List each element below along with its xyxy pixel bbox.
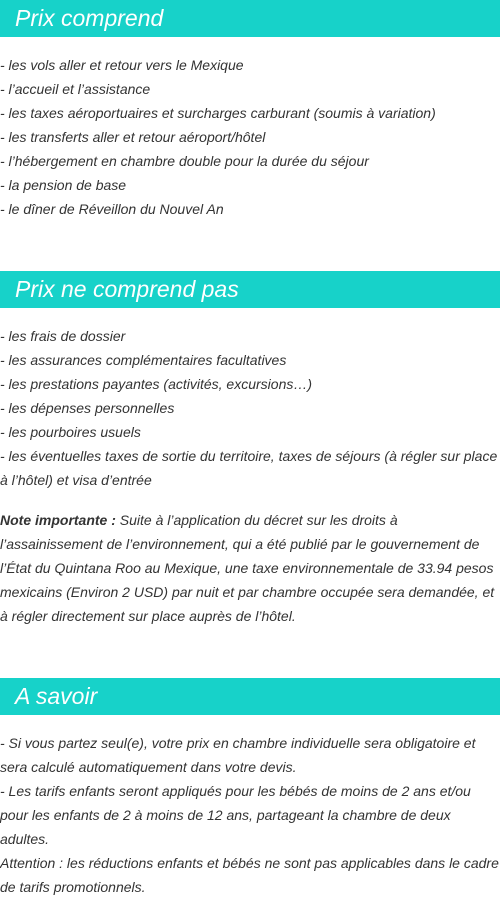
- list-item: - les pourboires usuels: [0, 424, 141, 440]
- list-item: - la pension de base: [0, 177, 127, 193]
- info-block: [0, 731, 500, 899]
- included-list: [0, 53, 500, 221]
- important-note-label: Note importante :: [0, 512, 116, 528]
- section-header-prix-ne-comprend-pas: Prix ne comprend pas: [0, 271, 500, 308]
- important-note-text: Suite à l’application du décret sur les droits à l’assainissement de l’environnement, qui a été publié par le gouvernement de l’État du Quintana Roo au Mexique, une taxe environnementale de 33.94 pesos mexicains (Environ 2 USD) par nuit et par chambre occupée sera demandée, et à régler directement sur place auprès de l’hôtel.: [0, 512, 495, 624]
- list-item: - les éventuelles taxes de sortie du territoire, taxes de séjours (à régler sur place à l’hôtel) et visa d’entrée: [0, 448, 498, 488]
- list-item: - le dîner de Réveillon du Nouvel An: [0, 201, 224, 217]
- list-item: - les dépenses personnelles: [0, 400, 175, 416]
- important-note: [0, 508, 500, 628]
- info-line: Attention : les réductions enfants et bébés ne sont pas applicables dans le cadre de tarifs promotionnels.: [0, 855, 499, 895]
- not-included-list: [0, 324, 500, 492]
- list-item: - les assurances complémentaires facultatives: [0, 352, 287, 368]
- info-line: - Si vous partez seul(e), votre prix en chambre individuelle sera obligatoire et sera calculé automatiquement dans votre devis.: [0, 735, 476, 775]
- list-item: - les taxes aéroportuaires et surcharges carburant (soumis à variation): [0, 105, 436, 121]
- list-item: - l’accueil et l’assistance: [0, 81, 151, 97]
- list-item: - les vols aller et retour vers le Mexique: [0, 57, 244, 73]
- list-item: - les frais de dossier: [0, 328, 126, 344]
- section-header-a-savoir: A savoir: [0, 678, 500, 715]
- list-item: - les transferts aller et retour aéroport/hôtel: [0, 129, 266, 145]
- section-header-prix-comprend: Prix comprend: [0, 0, 500, 37]
- info-line: - Les tarifs enfants seront appliqués pour les bébés de moins de 2 ans et/ou pour les enfants de 2 à moins de 12 ans, partageant la chambre de deux adultes.: [0, 783, 471, 847]
- list-item: - l’hébergement en chambre double pour la durée du séjour: [0, 153, 369, 169]
- list-item: - les prestations payantes (activités, excursions…): [0, 376, 313, 392]
